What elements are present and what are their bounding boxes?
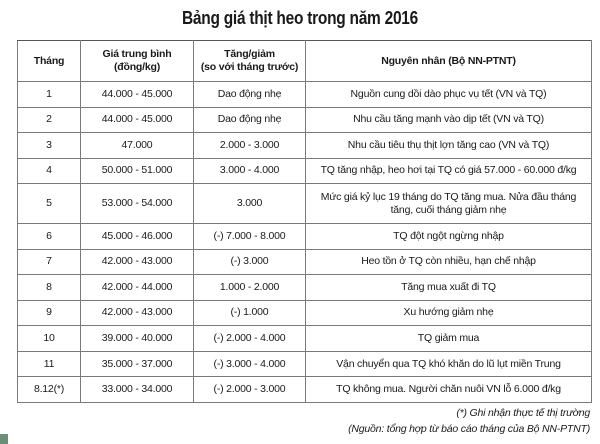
cell-price: 53.000 - 54.000: [81, 184, 194, 224]
cell-change: 1.000 - 2.000: [194, 275, 306, 301]
cell-price: 33.000 - 34.000: [81, 377, 194, 403]
cell-reason: TQ đột ngột ngừng nhập: [306, 224, 592, 250]
cell-month: 9: [18, 300, 81, 326]
cell-reason: TQ tăng nhập, heo hơi tại TQ có giá 57.000 - 60.000 đ/kg: [306, 158, 592, 184]
table-row: [18, 351, 592, 377]
cell-month: 11: [18, 351, 81, 377]
cell-reason: Mức giá kỷ lục 19 tháng do TQ tăng mua. Nửa đầu tháng tăng, cuối tháng giảm nhẹ: [306, 184, 592, 224]
table-row: [18, 133, 592, 159]
table-row: [18, 158, 592, 184]
cell-price: 50.000 - 51.000: [81, 158, 194, 184]
cell-reason: Nhu cầu tăng mạnh vào dịp tết (VN và TQ): [306, 107, 592, 133]
cell-month: 7: [18, 249, 81, 275]
header-change: [194, 41, 306, 82]
cell-price: 44.000 - 45.000: [81, 82, 194, 108]
header-avg-price-line2: (đồng/kg): [113, 61, 161, 73]
cell-month: 5: [18, 184, 81, 224]
cell-month: 8: [18, 275, 81, 301]
cell-change: 2.000 - 3.000: [194, 133, 306, 159]
corner-decoration: [0, 434, 8, 444]
header-avg-price-line1: Giá trung bình: [102, 48, 172, 60]
cell-reason: Heo tồn ở TQ còn nhiều, hạn chế nhập: [306, 249, 592, 275]
cell-change: 3.000: [194, 184, 306, 224]
cell-change: (-) 2.000 - 3.000: [194, 377, 306, 403]
table-title: Bảng giá thịt heo trong năm 2016: [181, 8, 419, 28]
cell-price: 42.000 - 43.000: [81, 249, 194, 275]
table-row: [18, 184, 592, 224]
cell-change: (-) 7.000 - 8.000: [194, 224, 306, 250]
header-change-line2: (so với tháng trước): [200, 61, 299, 73]
cell-reason: Nhu cầu tiêu thụ thịt lợn tăng cao (VN và TQ): [306, 133, 592, 159]
table-row: [18, 275, 592, 301]
table-row: [18, 249, 592, 275]
cell-change: (-) 1.000: [194, 300, 306, 326]
cell-month: 4: [18, 158, 81, 184]
table-row: [18, 82, 592, 108]
cell-price: 44.000 - 45.000: [81, 107, 194, 133]
cell-price: 47.000: [81, 133, 194, 159]
table-row: [18, 377, 592, 403]
cell-reason: TQ không mua. Người chăn nuôi VN lỗ 6.000 đ/kg: [306, 377, 592, 403]
cell-month: 10: [18, 326, 81, 352]
header-avg-price: [81, 41, 194, 82]
cell-reason: Tăng mua xuất đi TQ: [306, 275, 592, 301]
footnote-market: (*) Ghi nhận thực tế thị trường: [456, 407, 590, 419]
table-row: [18, 107, 592, 133]
header-row: [18, 41, 592, 82]
cell-month: 8.12(*): [18, 377, 81, 403]
cell-reason: TQ giảm mua: [306, 326, 592, 352]
cell-change: (-) 3.000: [194, 249, 306, 275]
table-row: [18, 326, 592, 352]
header-month: Tháng: [18, 41, 81, 82]
cell-change: 3.000 - 4.000: [194, 158, 306, 184]
cell-month: 1: [18, 82, 81, 108]
cell-reason: Nguồn cung dồi dào phục vụ tết (VN và TQ): [306, 82, 592, 108]
cell-price: 35.000 - 37.000: [81, 351, 194, 377]
cell-month: 3: [18, 133, 81, 159]
table-row: [18, 300, 592, 326]
cell-reason: Xu hướng giảm nhẹ: [306, 300, 592, 326]
footnote-source: (Nguồn: tổng hợp từ báo cáo tháng của Bộ NN-PTNT): [348, 423, 590, 435]
cell-month: 2: [18, 107, 81, 133]
cell-change: Dao động nhẹ: [194, 82, 306, 108]
cell-reason: Vận chuyển qua TQ khó khăn do lũ lụt miền Trung: [306, 351, 592, 377]
cell-month: 6: [18, 224, 81, 250]
cell-change: (-) 3.000 - 4.000: [194, 351, 306, 377]
cell-price: 39.000 - 40.000: [81, 326, 194, 352]
cell-price: 42.000 - 44.000: [81, 275, 194, 301]
header-reason: Nguyên nhân (Bộ NN-PTNT): [306, 41, 592, 82]
cell-change: (-) 2.000 - 4.000: [194, 326, 306, 352]
pork-price-table: [17, 40, 592, 403]
header-change-line1: Tăng/giảm: [224, 48, 275, 60]
cell-price: 45.000 - 46.000: [81, 224, 194, 250]
cell-price: 42.000 - 43.000: [81, 300, 194, 326]
cell-change: Dao động nhẹ: [194, 107, 306, 133]
table-row: [18, 224, 592, 250]
